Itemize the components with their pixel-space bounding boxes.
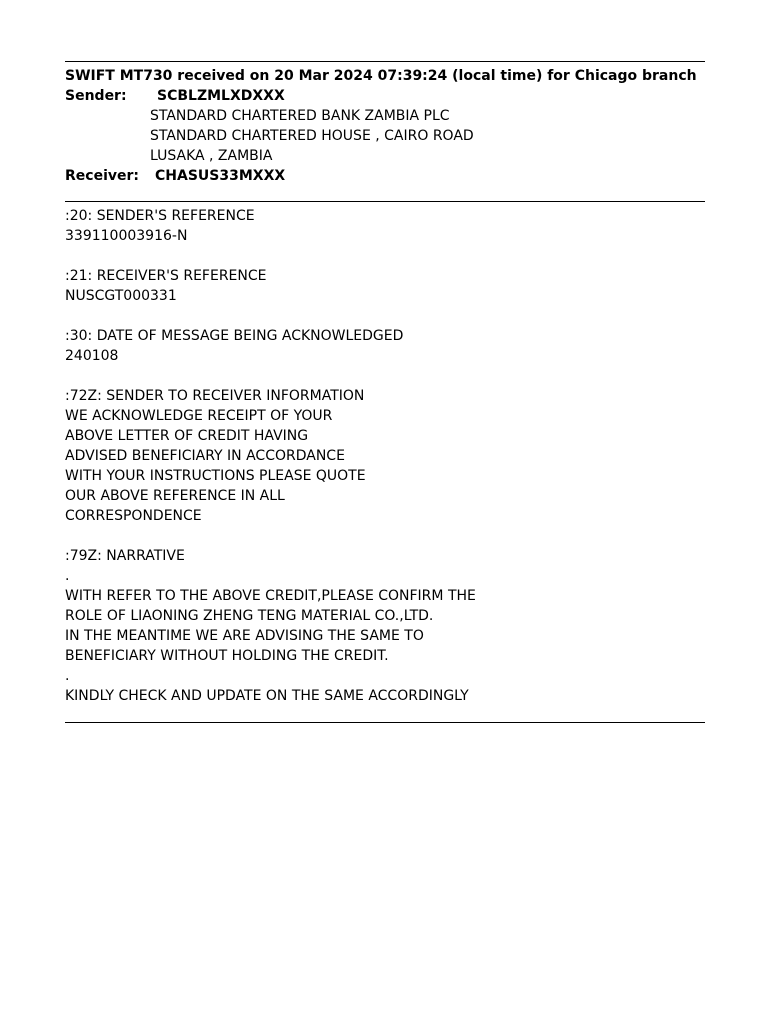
field-79z-line: IN THE MEANTIME WE ARE ADVISING THE SAME TO bbox=[65, 628, 424, 644]
field-79z-line: . bbox=[65, 568, 70, 584]
field-79z-line: ROLE OF LIAONING ZHENG TENG MATERIAL CO.,LTD. bbox=[65, 608, 434, 624]
sender-address-line: STANDARD CHARTERED BANK ZAMBIA PLC bbox=[150, 108, 450, 124]
sender-address-line: LUSAKA , ZAMBIA bbox=[150, 148, 273, 164]
field-30-tag: :30: DATE OF MESSAGE BEING ACKNOWLEDGED bbox=[65, 328, 404, 344]
field-20-tag: :20: SENDER'S REFERENCE bbox=[65, 208, 255, 224]
bottom-divider bbox=[65, 722, 705, 723]
field-30-value: 240108 bbox=[65, 348, 119, 364]
field-72z-line: ADVISED BENEFICIARY IN ACCORDANCE bbox=[65, 448, 345, 464]
top-divider bbox=[65, 61, 705, 62]
field-79z-tag: :79Z: NARRATIVE bbox=[65, 548, 185, 564]
field-72z-line: ABOVE LETTER OF CREDIT HAVING bbox=[65, 428, 309, 444]
sender-bic: SCBLZMLXDXXX bbox=[157, 88, 285, 104]
receiver-label: Receiver: bbox=[65, 168, 139, 184]
field-72z-line: WITH YOUR INSTRUCTIONS PLEASE QUOTE bbox=[65, 468, 366, 484]
field-79z-line: WITH REFER TO THE ABOVE CREDIT,PLEASE CONFIRM THE bbox=[65, 588, 476, 604]
field-20-value: 339110003916-N bbox=[65, 228, 188, 244]
field-72z-line: CORRESPONDENCE bbox=[65, 508, 202, 524]
field-72z-line: OUR ABOVE REFERENCE IN ALL bbox=[65, 488, 285, 504]
field-72z-tag: :72Z: SENDER TO RECEIVER INFORMATION bbox=[65, 388, 365, 404]
sender-address-line: STANDARD CHARTERED HOUSE , CAIRO ROAD bbox=[150, 128, 474, 144]
receiver-bic: CHASUS33MXXX bbox=[155, 168, 286, 184]
field-79z-line: . bbox=[65, 668, 70, 684]
sender-label: Sender: bbox=[65, 88, 127, 104]
field-72z-line: WE ACKNOWLEDGE RECEIPT OF YOUR bbox=[65, 408, 333, 424]
field-79z-line: KINDLY CHECK AND UPDATE ON THE SAME ACCORDINGLY bbox=[65, 688, 469, 704]
field-79z-line: BENEFICIARY WITHOUT HOLDING THE CREDIT. bbox=[65, 648, 389, 664]
header-divider bbox=[65, 201, 705, 202]
field-21-tag: :21: RECEIVER'S REFERENCE bbox=[65, 268, 267, 284]
field-21-value: NUSCGT000331 bbox=[65, 288, 177, 304]
message-title: SWIFT MT730 received on 20 Mar 2024 07:39:24 (local time) for Chicago branch bbox=[65, 68, 697, 84]
